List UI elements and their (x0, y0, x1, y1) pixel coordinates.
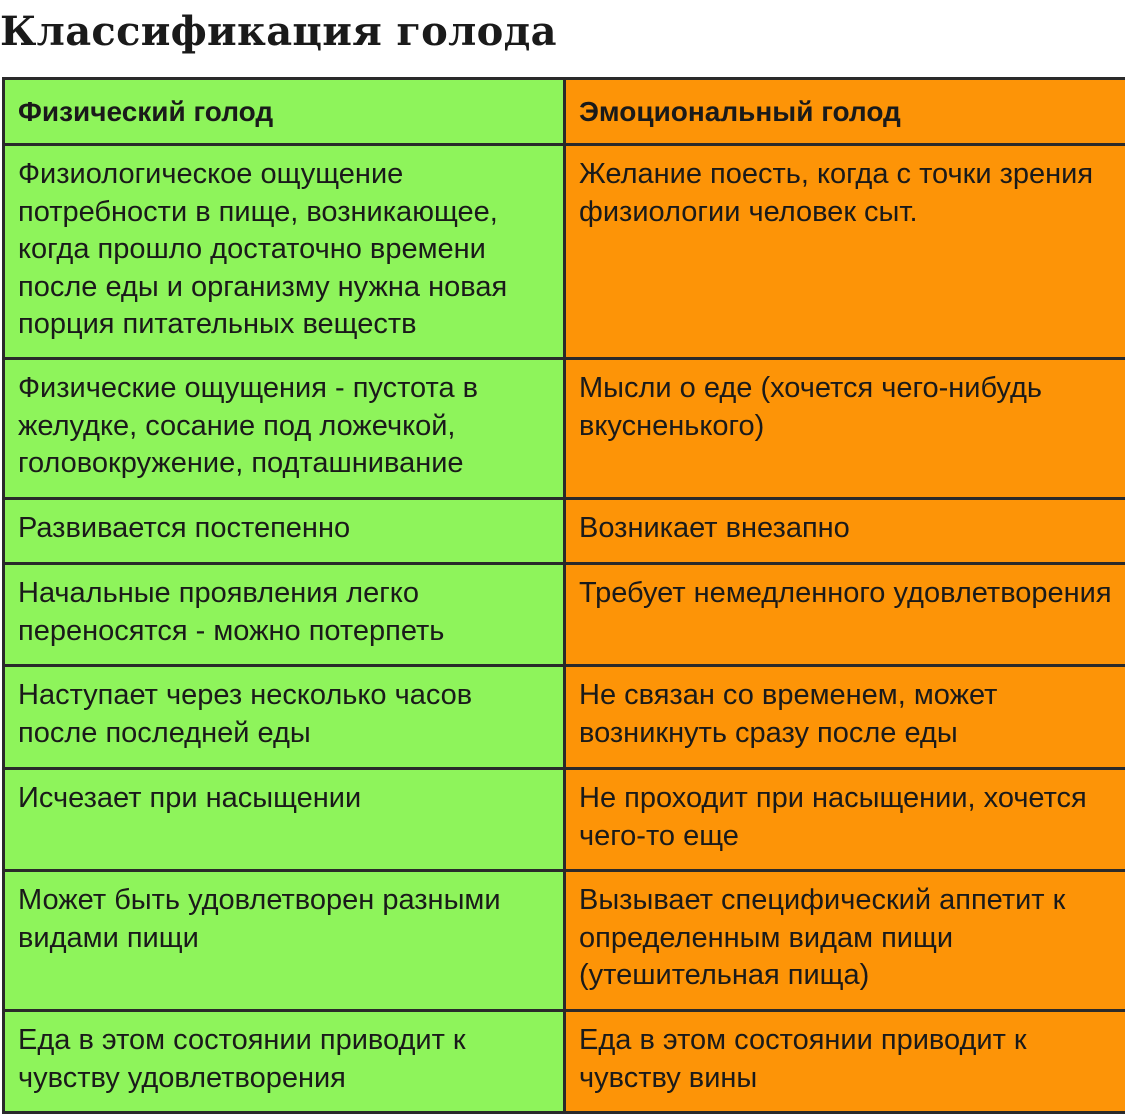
physical-cell: Развивается постепенно (4, 499, 565, 564)
physical-cell: Исчезает при насыщении (4, 769, 565, 871)
table-row (4, 666, 1125, 769)
table-row (4, 499, 1125, 564)
physical-cell: Наступает через несколько часов после последней еды (4, 666, 565, 769)
physical-cell: Физические ощущения - пустота в желудке, сосание под ложечкой, головокружение, подташнивание (4, 359, 565, 499)
table-row (4, 564, 1125, 666)
emotional-cell: Мысли о еде (хочется чего-нибудь вкусненького) (565, 359, 1125, 499)
emotional-cell: Не связан со временем, может возникнуть сразу после еды (565, 666, 1125, 769)
table-row (4, 871, 1125, 1011)
emotional-cell: Не проходит при насыщении, хочется чего-то еще (565, 769, 1125, 871)
emotional-cell: Еда в этом состоянии приводит к чувству вины (565, 1011, 1125, 1113)
table-row (4, 145, 1125, 359)
table-row (4, 1011, 1125, 1113)
header-physical-hunger: Физический голод (4, 79, 565, 145)
physical-cell: Начальные проявления легко переносятся - можно потерпеть (4, 564, 565, 666)
header-emotional-hunger: Эмоциональный голод (565, 79, 1125, 145)
page-title: Классификация голода (0, 6, 557, 58)
emotional-cell: Вызывает специфический аппетит к определенным видам пищи (утешительная пища) (565, 871, 1125, 1011)
emotional-cell: Возникает внезапно (565, 499, 1125, 564)
emotional-cell: Желание поесть, когда с точки зрения физиологии человек сыт. (565, 145, 1125, 359)
physical-cell: Может быть удовлетворен разными видами пищи (4, 871, 565, 1011)
physical-cell: Еда в этом состоянии приводит к чувству удовлетворения (4, 1011, 565, 1113)
emotional-cell: Требует немедленного удовлетворения (565, 564, 1125, 666)
physical-cell: Физиологическое ощущение потребности в пище, возникающее, когда прошло достаточно времени после еды и организму нужна новая порция питательных веществ (4, 145, 565, 359)
table-header-row (4, 79, 1125, 145)
hunger-classification-table (2, 77, 1125, 1114)
table-row (4, 359, 1125, 499)
table-row (4, 769, 1125, 871)
